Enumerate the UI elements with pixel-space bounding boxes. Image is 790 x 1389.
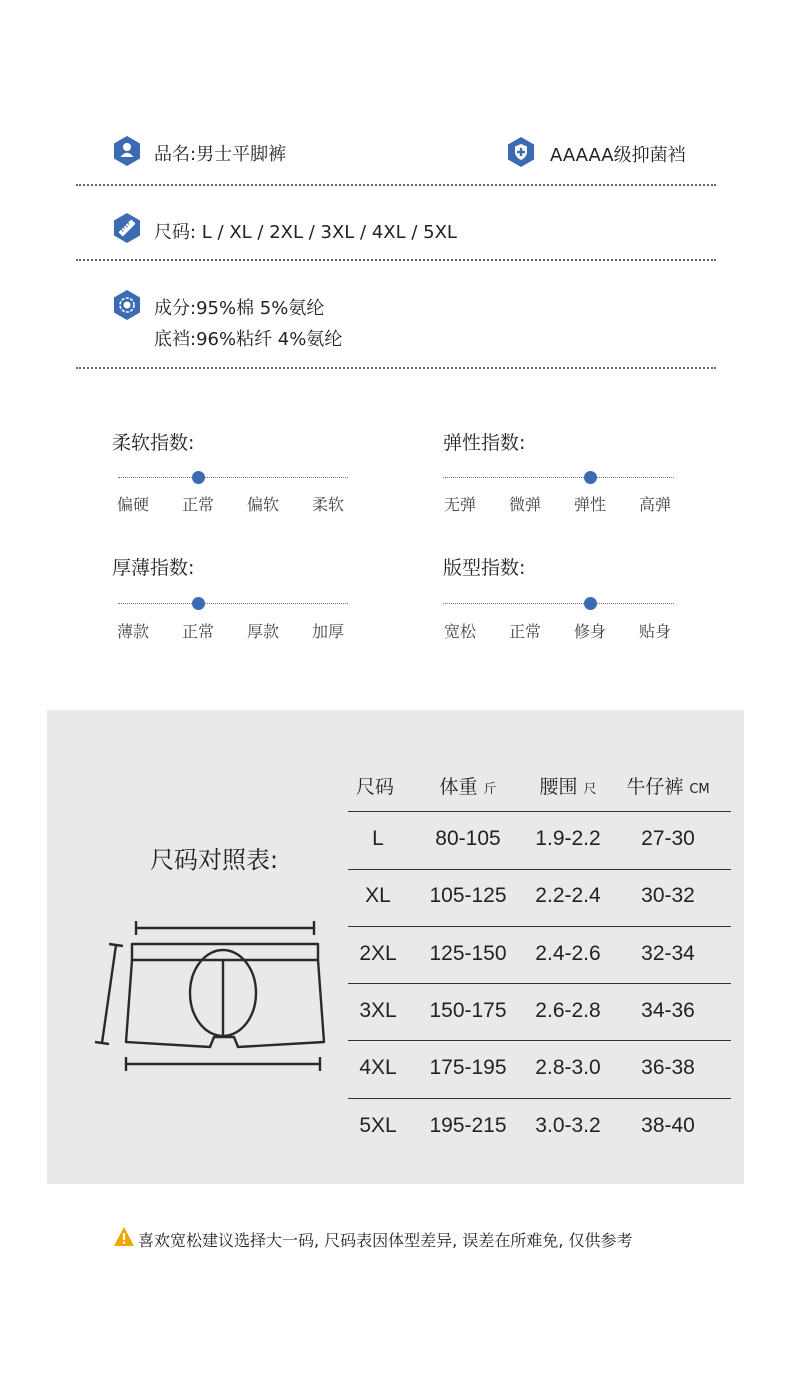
header-jeans — [626, 772, 709, 799]
cell-size: 3XL — [359, 998, 397, 1022]
fit-index-level: 贴身 — [638, 622, 672, 641]
table-rule — [348, 983, 731, 984]
cell-weight: 175-195 — [429, 1056, 507, 1080]
divider — [76, 259, 716, 261]
product-name: 品名:男士平脚裤 — [154, 144, 287, 165]
cell-weight: 195-215 — [429, 1113, 507, 1137]
cell-size: 2XL — [359, 941, 397, 965]
softness-index-level: 正常 — [181, 495, 215, 514]
header-weight-label: 体重 — [439, 776, 478, 798]
antibacterial-shield-icon — [508, 137, 534, 167]
cell-weight: 125-150 — [429, 941, 507, 965]
cell-waist: 3.0-3.2 — [535, 1113, 601, 1137]
boxer-briefs-diagram — [92, 915, 328, 1075]
cell-weight: 105-125 — [429, 884, 507, 908]
header-jeans-label: 牛仔裤 — [626, 776, 684, 798]
cell-waist: 2.4-2.6 — [535, 941, 601, 965]
fit-index-level: 修身 — [573, 622, 607, 641]
fit-index-marker — [584, 597, 597, 610]
cell-waist: 2.2-2.4 — [535, 884, 601, 908]
header-size-label: 尺码 — [355, 776, 395, 798]
warning-triangle-icon — [114, 1227, 134, 1246]
cell-size: 5XL — [359, 1113, 397, 1137]
table-rule — [348, 1098, 731, 1099]
thickness-index-track — [118, 603, 348, 604]
thickness-index-level: 薄款 — [116, 622, 150, 641]
cell-jeans: 32-34 — [641, 941, 695, 965]
softness-index-level: 偏软 — [246, 495, 280, 514]
thickness-index-level: 厚款 — [246, 622, 280, 641]
ruler-icon — [114, 213, 140, 243]
divider — [76, 367, 716, 369]
header-jeans-unit: CM — [689, 782, 710, 797]
table-rule — [348, 1040, 731, 1041]
header-weight — [439, 772, 496, 799]
cell-waist: 1.9-2.2 — [535, 827, 601, 850]
table-rule — [348, 811, 731, 812]
header-size — [356, 772, 400, 799]
thickness-index-marker — [192, 597, 205, 610]
cell-jeans: 34-36 — [641, 998, 695, 1022]
user-shield-icon — [114, 136, 140, 166]
elasticity-index-marker — [584, 471, 597, 484]
table-rule — [348, 869, 731, 870]
cell-jeans: 27-30 — [641, 827, 695, 850]
cell-weight: 80-105 — [435, 827, 501, 850]
cell-waist: 2.8-3.0 — [535, 1056, 601, 1080]
size-chart-title: 尺码对照表: — [150, 846, 279, 874]
composition-fabric: 成分:95%棉 5%氨纶 — [154, 298, 325, 319]
header-weight-unit: 斤 — [483, 782, 497, 797]
fabric-badge-icon — [114, 290, 140, 320]
table-rule — [348, 926, 731, 927]
cell-jeans: 38-40 — [641, 1113, 695, 1137]
elasticity-index-title: 弹性指数: — [443, 432, 526, 454]
header-waist-unit: 尺 — [583, 782, 597, 797]
elasticity-index-level: 微弹 — [508, 495, 542, 514]
elasticity-index-level: 高弹 — [638, 495, 672, 514]
fit-index-track — [443, 603, 674, 604]
header-waist-label: 腰围 — [539, 776, 578, 798]
elasticity-index-level: 无弹 — [443, 495, 477, 514]
cell-jeans: 30-32 — [641, 884, 695, 908]
elasticity-index-track — [443, 477, 674, 478]
header-waist — [539, 772, 596, 799]
softness-index-level: 柔软 — [311, 495, 345, 514]
fit-index-level: 宽松 — [443, 622, 477, 641]
cell-weight: 150-175 — [429, 998, 507, 1022]
thickness-index-level: 正常 — [181, 622, 215, 641]
fit-index-title: 版型指数: — [443, 557, 526, 579]
cell-size: XL — [365, 884, 391, 908]
softness-index-title: 柔软指数: — [112, 432, 195, 454]
fit-index-level: 正常 — [508, 622, 542, 641]
thickness-index-level: 加厚 — [311, 622, 345, 641]
softness-index-level: 偏硬 — [116, 495, 150, 514]
softness-index-track — [118, 477, 348, 478]
elasticity-index-level: 弹性 — [573, 495, 607, 514]
cell-size: 4XL — [359, 1056, 397, 1080]
cell-size: L — [372, 827, 384, 850]
cell-waist: 2.6-2.8 — [535, 998, 601, 1022]
softness-index-marker — [192, 471, 205, 484]
composition-crotch: 底裆:96%粘纤 4%氨纶 — [154, 329, 343, 350]
size-range: 尺码: L / XL / 2XL / 3XL / 4XL / 5XL — [154, 222, 457, 243]
divider — [76, 184, 716, 186]
cell-jeans: 36-38 — [641, 1056, 695, 1080]
size-disclaimer: 喜欢宽松建议选择大一码, 尺码表因体型差异, 误差在所难免, 仅供参考 — [138, 1231, 633, 1250]
thickness-index-title: 厚薄指数: — [112, 557, 195, 579]
crotch-grade: AAAAA级抑菌裆 — [550, 145, 686, 166]
